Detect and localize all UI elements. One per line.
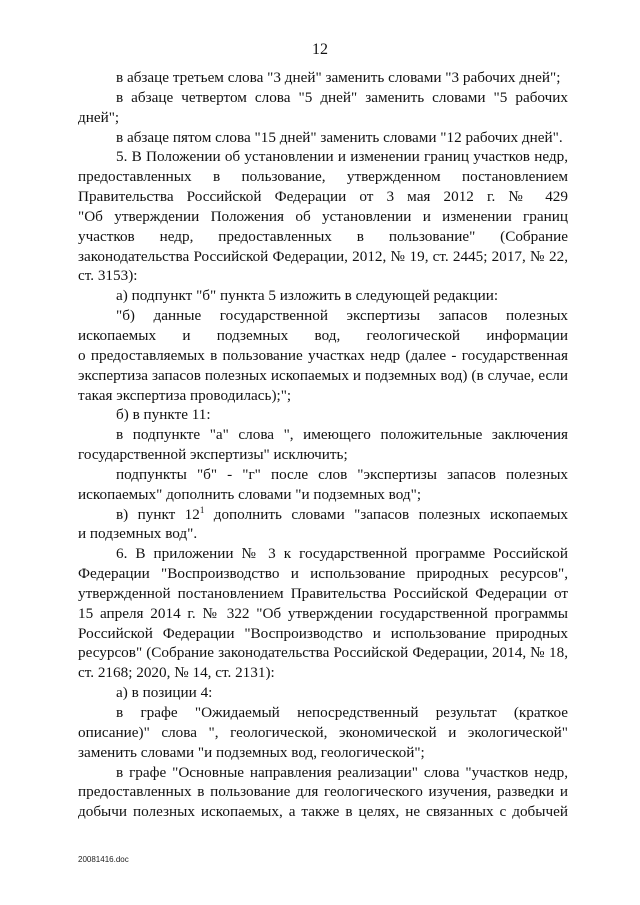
text-line-content: в подпункте "а" слова ", имеющего положительные заключения [116, 426, 568, 444]
text-line [78, 128, 568, 148]
text-line [78, 624, 568, 644]
text-line-content: "Об утверждении Положения об установлении и изменении границ [78, 207, 568, 225]
text-line-content: ископаемых" дополнить словами "и подземных вод"; [78, 485, 422, 503]
text-line [78, 485, 568, 505]
text-line [78, 643, 568, 663]
text-line [78, 286, 568, 306]
text-line [78, 405, 568, 425]
text-line-content: и подземных вод". [78, 525, 198, 543]
text-line [78, 108, 568, 128]
text-line-content: такая экспертиза проводилась);"; [78, 386, 292, 404]
text-line [78, 227, 568, 247]
text-line [78, 505, 568, 525]
text-line [78, 68, 568, 88]
text-line-content: в) пункт 12 [116, 505, 200, 523]
text-line-content: законодательства Российской Федерации, 2012, № 19, ст. 2445; 2017, № 22, [78, 247, 568, 265]
page-number: 12 [312, 41, 328, 58]
text-line-content: экспертиза запасов полезных ископаемых и подземных вод) (в случае, если [78, 366, 568, 384]
text-line [78, 782, 568, 802]
text-line-content: в абзаце третьем слова "3 дней" заменить словами "3 рабочих дней"; [116, 69, 561, 86]
text-line-content: 6. В приложении № 3 к государственной программе Российской [116, 545, 568, 563]
text-line [78, 465, 568, 485]
text-line [78, 743, 568, 763]
text-line [78, 386, 568, 406]
text-line [78, 524, 568, 544]
text-line [78, 207, 568, 227]
text-line [78, 247, 568, 267]
text-line-content: предоставленных в пользование, утвержденном постановлением [78, 168, 568, 186]
text-line-content: а) подпункт "б" пункта 5 изложить в следующей редакции: [116, 287, 499, 305]
text-line-content: б) в пункте 11: [116, 406, 211, 424]
text-line-content: ст. 3153): [78, 267, 138, 285]
text-line-content: ст. 2168; 2020, № 14, ст. 2131): [78, 664, 275, 682]
text-line [78, 167, 568, 187]
text-line-content: дней"; [78, 108, 120, 126]
text-line-content: ресурсов" (Собрание законодательства Российской Федерации, 2014, № 18, [78, 644, 568, 662]
document-body [78, 68, 568, 822]
text-line-content: в графе "Ожидаемый непосредственный результат (краткое [116, 704, 568, 721]
text-line [78, 663, 568, 683]
text-line-content: участков недр, предоставленных в пользование" (Собрание [78, 227, 568, 245]
text-line-content: предоставленных в пользование для геологического изучения, разведки и [78, 783, 568, 801]
text-line [78, 723, 568, 743]
text-line-content: а) в позиции 4: [116, 684, 213, 702]
text-line [78, 366, 568, 386]
text-line [78, 763, 568, 783]
text-line-content: 5. В Положении об установлении и изменении границ участков недр, [116, 148, 568, 166]
superscript: 1 [199, 504, 205, 515]
text-line-content: утвержденной постановлением Правительства Российской Федерации от [78, 584, 568, 602]
footer-filename: 20081416.doc [78, 855, 129, 864]
text-line [78, 683, 568, 703]
text-line [78, 306, 568, 326]
text-line-content: 15 апреля 2014 г. № 322 "Об утверждении государственной программы [78, 604, 568, 622]
text-line-content: Федерации "Воспроизводство и использование природных ресурсов", [78, 565, 568, 583]
text-line-content: описание)" слова ", геологической, экономической и экологической" [78, 723, 568, 741]
text-line [78, 147, 568, 167]
text-line [78, 584, 568, 604]
text-line-content: Правительства Российской Федерации от 3 мая 2012 г. № 429 [78, 188, 568, 206]
text-line-content: добычи полезных ископаемых, а также в целях, не связанных с добычей [78, 803, 568, 821]
text-line [78, 266, 568, 286]
text-line [78, 802, 568, 822]
text-line [78, 88, 568, 108]
text-line [78, 445, 568, 465]
text-line-content: в абзаце пятом слова "15 дней" заменить словами "12 рабочих дней". [116, 128, 563, 146]
text-line [78, 564, 568, 584]
text-line [78, 604, 568, 624]
text-line [78, 346, 568, 366]
text-line [78, 544, 568, 564]
text-line-content: государственной экспертизы" исключить; [78, 446, 348, 464]
text-line-continuation: дополнить словами "запасов полезных ископаемых [204, 505, 568, 523]
text-line-content: заменить словами "и подземных вод, геологической"; [78, 743, 425, 761]
text-line [78, 187, 568, 207]
text-line-content: о предоставляемых в пользование участках недр (далее - государственная [78, 346, 568, 364]
text-line-content: Российской Федерации "Воспроизводство и использование природных [78, 624, 568, 642]
text-line-content: подпункты "б" - "г" после слов "экспертизы запасов полезных [116, 465, 568, 483]
text-line [78, 703, 568, 723]
text-line [78, 425, 568, 445]
text-line [78, 326, 568, 346]
text-line-content: "б) данные государственной экспертизы запасов полезных [116, 307, 568, 325]
text-line-content: ископаемых и подземных вод, геологической информации [78, 326, 568, 344]
text-line-content: в графе "Основные направления реализации" слова "участков недр, [116, 763, 568, 781]
text-line-content: в абзаце четвертом слова "5 дней" заменить словами "5 рабочих [116, 88, 568, 106]
